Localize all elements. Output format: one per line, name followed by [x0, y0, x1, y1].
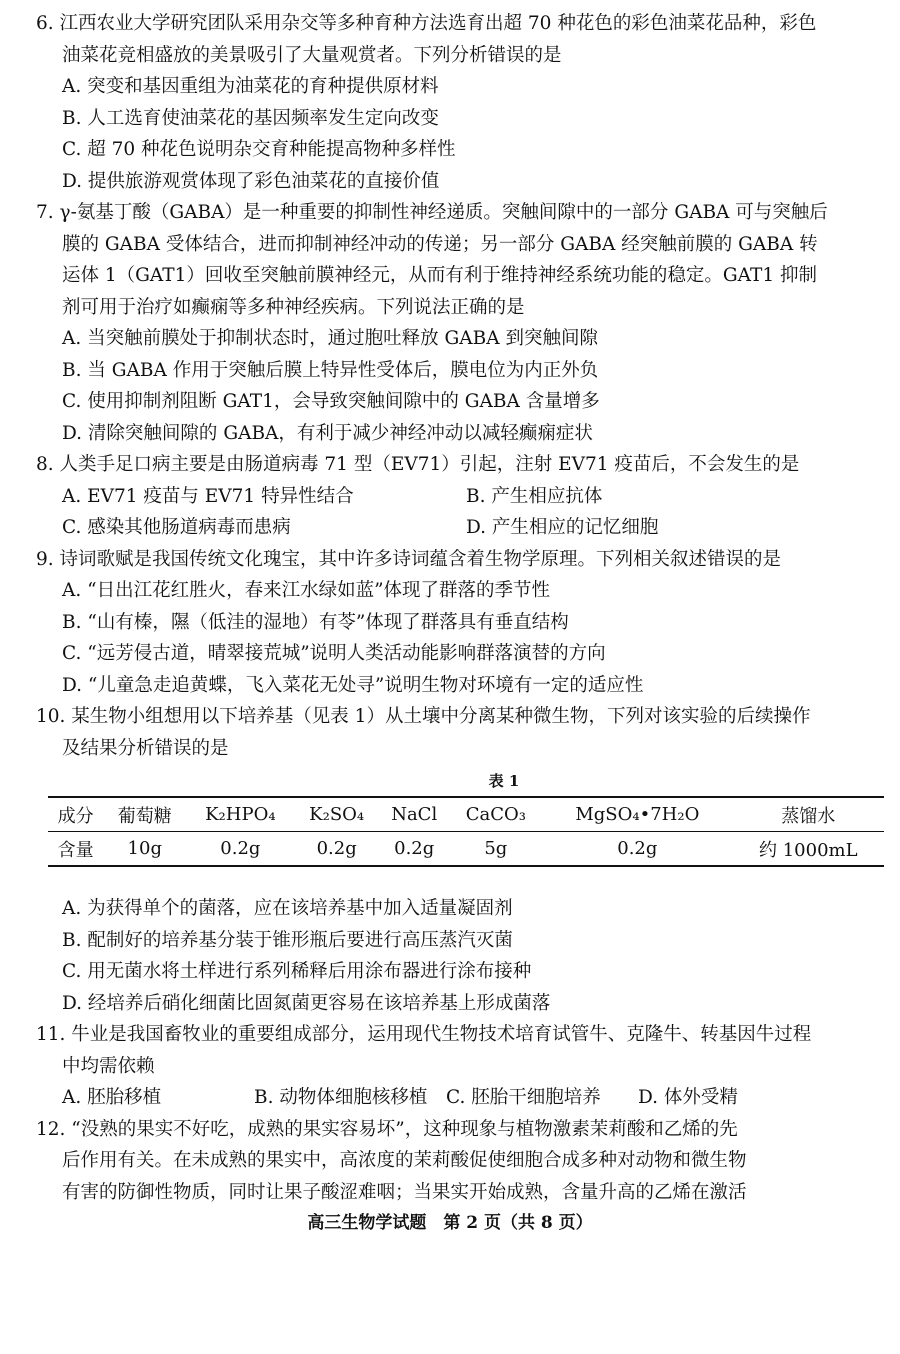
question-9-stem-line-1: 9. 诗词歌赋是我国传统文化瑰宝，其中许多诗词蕴含着生物学原理。下列相关叙述错误的是: [36, 548, 782, 570]
question-7-option-d: D. 清除突触间隙的 GABA，有利于减少神经冲动以减轻癫痫症状: [62, 422, 593, 444]
question-9-option-b: B. “山有榛，隰（低洼的湿地）有苓”体现了群落具有垂直结构: [62, 611, 569, 633]
table-caption: 表 1: [488, 772, 520, 790]
question-8-option-d: D. 产生相应的记忆细胞: [466, 517, 659, 538]
question-10-option-d: D. 经培养后硝化细菌比固氮菌更容易在该培养基上形成菌落: [62, 992, 551, 1014]
question-8-option-b: B. 产生相应抗体: [466, 485, 603, 507]
table-header-cell: NaCl: [379, 797, 450, 832]
question-12-stem-line-2: 后作用有关。在未成熟的果实中，高浓度的茉莉酸促使细胞合成多种对动物和微生物: [62, 1150, 747, 1171]
table-header-cell: 成分: [48, 797, 103, 832]
question-7-stem-line-4: 剂可用于治疗如癫痫等多种神经疾病。下列说法正确的是: [62, 296, 525, 318]
question-6-option-b: B. 人工选育使油菜花的基因频率发生定向改变: [62, 107, 439, 129]
table-header-cell: MgSO₄•7H₂O: [542, 797, 732, 832]
question-11: [38, 1019, 870, 1114]
question-7-stem-line-2: 膜的 GABA 受体结合，进而抑制神经冲动的传递；另一部分 GABA 经突触前膜的 GABA 转: [62, 233, 818, 255]
question-7-option-b: B. 当 GABA 作用于突触后膜上特异性受体后，膜电位为内正外负: [62, 359, 599, 381]
table-header-cell: CaCO₃: [450, 797, 543, 832]
question-10-stem-line-2: 及结果分析错误的是: [62, 737, 229, 759]
question-7-option-a: A. 当突触前膜处于抑制状态时，通过胞吐释放 GABA 到突触间隙: [62, 328, 598, 349]
question-6-option-d: D. 提供旅游观赏体现了彩色油菜花的直接价值: [62, 170, 440, 192]
question-11-option-a: A. 胚胎移植: [62, 1087, 162, 1108]
question-8-stem-line-1: 8. 人类手足口病主要是由肠道病毒 71 型（EV71）引起，注射 EV71 疫苗后，不会发生的是: [36, 454, 800, 475]
question-11-stem-line-1: 11. 牛业是我国畜牧业的重要组成部分，运用现代生物技术培育试管牛、克隆牛、转基因牛过程: [36, 1024, 812, 1045]
table-header-cell: K₂HPO₄: [186, 797, 294, 832]
question-10: [38, 701, 870, 1019]
question-9-option-c: C. “远芳侵古道，晴翠接荒城”说明人类活动能影响群落演替的方向: [62, 643, 606, 664]
question-10-option-c: C. 用无菌水将土样进行系列稀释后用涂布器进行涂布接种: [62, 961, 532, 982]
question-8: [38, 449, 870, 544]
question-10-option-b: B. 配制好的培养基分装于锥形瓶后要进行高压蒸汽灭菌: [62, 929, 513, 951]
page-footer: 高三生物学试题 第 2 页（共 8 页）: [307, 1213, 593, 1233]
question-12-stem-line-1: 12. “没熟的果实不好吃，成熟的果实容易坏”，这种现象与植物激素茉莉酸和乙烯的先: [36, 1118, 738, 1140]
table-cell: 0.2g: [186, 832, 294, 867]
question-11-options-row: [38, 1082, 870, 1114]
question-12: [38, 1114, 870, 1209]
question-8-options-row-1: [38, 481, 870, 513]
question-9-option-d: D. “儿童急走追黄蝶，飞入菜花无处寻”说明生物对环境有一定的适应性: [62, 674, 644, 696]
question-6-option-a: A. 突变和基因重组为油菜花的育种提供原材料: [62, 76, 439, 97]
table-header-cell: 葡萄糖: [103, 797, 186, 832]
table-cell: 约 1000mL: [733, 832, 884, 867]
question-11-stem-line-2: 中均需依赖: [62, 1055, 155, 1077]
question-8-options-row-2: [38, 512, 870, 544]
question-8-option-c: C. 感染其他肠道病毒而患病: [62, 517, 291, 538]
table-cell: 含量: [48, 832, 103, 867]
question-9-option-a: A. “日出江花红胜火，春来江水绿如蓝”体现了群落的季节性: [62, 580, 551, 601]
question-7: [38, 197, 870, 449]
question-6-option-c: C. 超 70 种花色说明杂交育种能提高物种多样性: [62, 139, 456, 160]
table-header-row: [48, 797, 884, 832]
question-11-option-c: C. 胚胎干细胞培养: [446, 1087, 601, 1108]
table-header-cell: K₂SO₄: [294, 797, 378, 832]
question-7-stem-line-1: 7. γ-氨基丁酸（GABA）是一种重要的抑制性神经递质。突触间隙中的一部分 GABA 可与突触后: [36, 202, 828, 223]
question-11-option-b: B. 动物体细胞核移植: [254, 1087, 428, 1108]
table-row: [48, 832, 884, 867]
question-11-option-d: D. 体外受精: [638, 1087, 738, 1108]
question-6: [38, 8, 870, 197]
question-7-option-c: C. 使用抑制剂阻断 GAT1，会导致突触间隙中的 GABA 含量增多: [62, 391, 600, 412]
table-cell: 10g: [103, 832, 186, 867]
table-cell: 0.2g: [379, 832, 450, 867]
table-cell: 0.2g: [542, 832, 732, 867]
medium-composition-table: [48, 796, 884, 867]
question-10-option-a: A. 为获得单个的菌落，应在该培养基中加入适量凝固剂: [62, 898, 513, 919]
question-8-option-a: A. EV71 疫苗与 EV71 特异性结合: [62, 485, 354, 507]
question-9: [38, 544, 870, 702]
question-12-stem-line-3: 有害的防御性物质，同时让果子酸涩难咽；当果实开始成熟，含量升高的乙烯在激活: [62, 1181, 747, 1203]
question-10-stem-line-1: 10. 某生物小组想用以下培养基（见表 1）从土壤中分离某种微生物，下列对该实验的后续操作: [36, 706, 811, 727]
table-cell: 0.2g: [294, 832, 378, 867]
question-7-stem-line-3: 运体 1（GAT1）回收至突触前膜神经元，从而有利于维持神经系统功能的稳定。GAT1 抑制: [62, 265, 818, 286]
question-6-stem-line-2: 油菜花竞相盛放的美景吸引了大量观赏者。下列分析错误的是: [62, 44, 562, 66]
table-cell: 5g: [450, 832, 543, 867]
question-6-stem-line-1: 6. 江西农业大学研究团队采用杂交等多种育种方法选育出超 70 种花色的彩色油菜花品种，彩色: [36, 13, 817, 34]
table-header-cell: 蒸馏水: [733, 797, 884, 832]
